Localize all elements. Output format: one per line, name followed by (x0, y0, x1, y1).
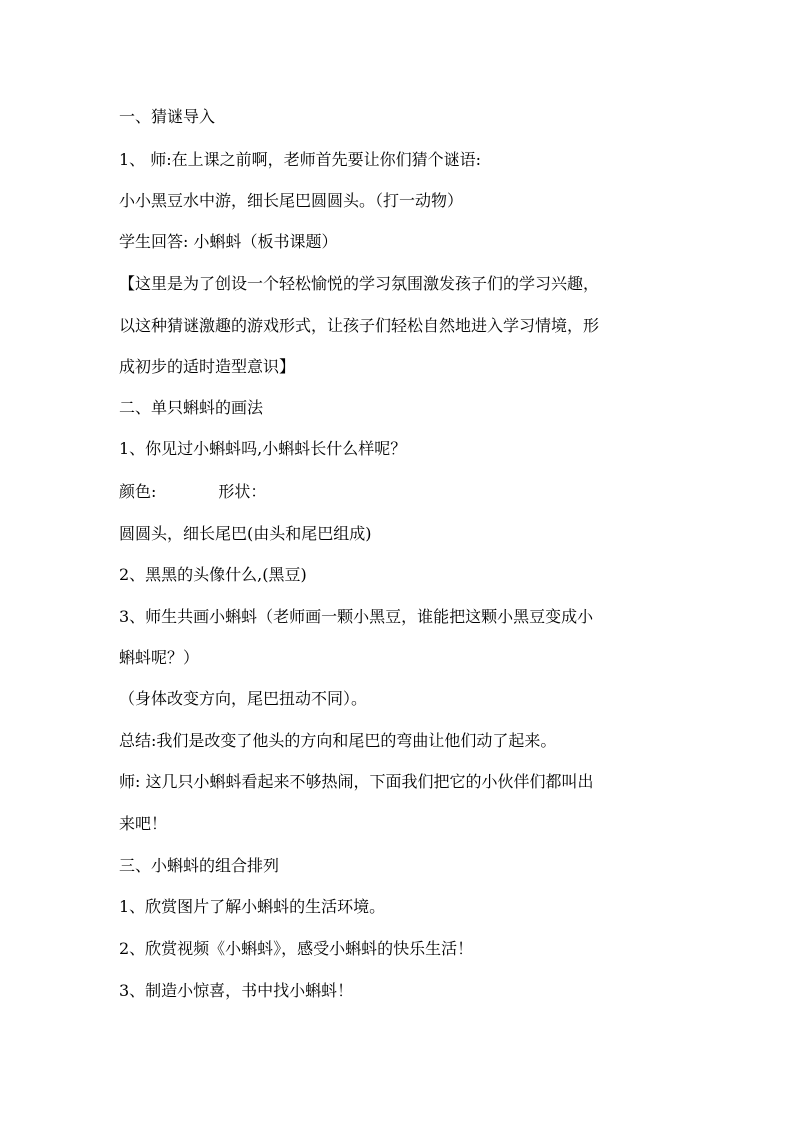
paragraph-line: 1、欣赏图片了解小蝌蚪的生活环境。 (119, 897, 386, 916)
riddle-line: 小小黑豆水中游，细长尾巴圆圆头。（打一动物） (119, 191, 464, 210)
note-line: 以这种猜谜激趣的游戏形式，让孩子们轻松自然地进入学习情境，形 (119, 316, 600, 335)
paragraph-line: 圆圆头，细长尾巴(由头和尾巴组成) (119, 524, 372, 543)
paragraph-line: 2、黑黑的头像什么,(黑豆) (119, 565, 307, 584)
paragraph-line: 1、 师:在上课之前啊，老师首先要让你们猜个谜语: (119, 150, 482, 169)
section-heading-arrangement: 三、小蝌蚪的组合排列 (119, 856, 280, 875)
paragraph-line: 1、你见过小蝌蚪吗,小蝌蚪长什么样呢？ (119, 439, 407, 458)
note-line: 成初步的适时造型意识】 (119, 357, 296, 376)
paragraph-line: 2、欣赏视频《小蝌蚪》，感受小蝌蚪的快乐生活！ (119, 939, 474, 958)
summary-line: 总结:我们是改变了他头的方向和尾巴的弯曲让他们动了起来。 (119, 731, 557, 750)
paragraph-line: 3、师生共画小蝌蚪（老师画一颗小黑豆，谁能把这颗小黑豆变成小 (119, 607, 594, 626)
color-label: 颜色: (119, 482, 157, 501)
section-heading-drawing: 二、单只蝌蚪的画法 (119, 398, 264, 417)
shape-label: 形状： (218, 482, 267, 501)
paragraph-line: （身体改变方向，尾巴扭动不同）。 (119, 689, 368, 708)
paragraph-line: 来吧！ (119, 814, 168, 833)
color-shape-line (119, 482, 679, 502)
paragraph-line: 3、制造小惊喜，书中找小蝌蚪！ (119, 981, 354, 1000)
section-heading-guessing: 一、猜谜导入 (119, 107, 216, 126)
paragraph-line: 蝌蚪呢？） (119, 648, 200, 667)
note-line: 【这里是为了创设一个轻松愉悦的学习氛围激发孩子们的学习兴趣， (119, 274, 600, 293)
paragraph-line: 学生回答: 小蝌蚪（板书课题） (119, 232, 338, 251)
paragraph-line: 师: 这几只小蝌蚪看起来不够热闹，下面我们把它的小伙伴们都叫出 (119, 772, 594, 791)
